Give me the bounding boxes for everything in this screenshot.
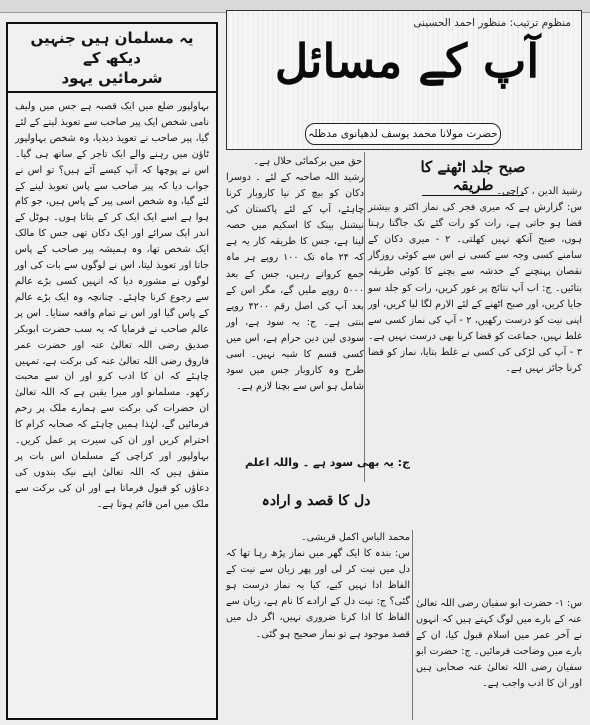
section1-right-column (368, 184, 582, 377)
section2-heading: دل کا قصد و ارادہ (261, 493, 371, 509)
column-divider (364, 152, 365, 482)
section1-body-mid: رشید اللہ صاحبہ کے لئے ۔ دوسرا دکان کو بیچ کر نیا کاروبار کرنا چاہئے، آپ کے لئے پاکستان کی نیشنل بینک کا اسکیم میں حصہ لینا ہے، جس کا طریقہ کار یہ ہے کہ ۲۴ ماہ تک ۱۰۰ روپے ہر ماہ جمع کرواتے رہیں، جس کے بعد ۵۰۰۰ روپے ملیں گے، مگر اس کے بعد آپ کی اصل رقم ۴۲۰۰ روپے بنتی ہے۔ ج: یہ سود ہے، اور سودی لین دین حرام ہے، اس میں کسی قسم کا شبہ نہیں۔ اسی طرح وہ کاروبار جس میں سود شامل ہو اس سے بچنا لازم ہے۔ (226, 172, 364, 393)
column-divider (412, 530, 413, 720)
answer-sign: ج: یہ بھی سود ہے ۔ واللہ اعلم (245, 456, 410, 469)
left-heading-line2: شرمائیں یہود (61, 69, 163, 87)
compiler-line: منظوم ترتیب: منظور احمد الحسینی (413, 17, 571, 29)
left-column-box (6, 22, 218, 720)
questioner-byline: رشید الدین ، کراچی۔ (496, 186, 582, 197)
masthead-box (226, 10, 582, 150)
author-badge: حضرت مولانا محمد یوسف لدھیانوی مدظلہ (305, 123, 501, 145)
page-title: آپ کے مسائل (274, 34, 540, 88)
section2-text: س: بندہ کا ایک گھر میں نماز پڑھ رہا تھا کہ دل میں نیت کر لی اور پھر زبان سے نیت کے الفاظ ادا نہیں کیے، کیا یہ نماز درست ہو گئی؟ ج: نیت دل کے ارادے کا نام ہے، زبان سے الفاظ کا ادا کرنا ضروری نہیں، اگر دل میں قصد موجود ہے تو نماز صحیح ہو گئی۔ (226, 548, 410, 640)
top-strip-text: حق میں برکمائی حلال ہے۔ (253, 156, 362, 167)
section-heading-text: صبح جلد اٹھنے کا طریقہ (420, 158, 526, 194)
section2-byline: محمد الیاس اکمل قریشی۔ (301, 532, 410, 543)
section2-body (226, 530, 410, 643)
left-column-body: بہاولپور ضلع میں ایک قصبہ ہے جس میں ولیف نامی شخص ایک پیر صاحب سے تعویذ لینے کے لئے گیا، پیر صاحب نے تعویذ دیدیا، وہ شخص بہاولپور ٹاؤن میں رہنے والے ایک تاجر کے ساتھ ہی گیا۔ اس نے پوچھا کہ آپ کیسے آئے ہیں؟ تو اس نے جواب دیا کہ پیر صاحب سے پاس تعویذ لینے کے لئے گیا، وہ شخص اسی پیر کے پاس ہیں، جو کام ہوا ہے اسے ایک ایک کر کے بتاتا ہوں۔ ہوٹل کے اندر ایک سرائے اور ایک دکان تھی جس کا مالک ایک شخص تھا، وہ ہمیشہ پیر صاحب کے پاس جاتا اور تعویذ لیتا، اس نے لوگوں سے بات کی اور لوگوں نے مشورہ دیا کہ انہیں کسی بڑے عالم سے رجوع کرنا چاہئے۔ چنانچہ وہ ایک بڑے عالم کے پاس گیا اور اس نے تمام واقعہ سنایا۔ اس پر عالم صاحب نے فرمایا کہ یہ سب حضرت ابوبکر صدیق رضی اللہ تعالیٰ عنہ اور حضرت عمر فاروق رضی اللہ تعالیٰ عنہ کی برکت ہے، تمہیں چاہئے کہ ان کا ادب کرو اور ان سے محبت رکھو۔ مسلمانو اور میرا یقین ہے کہ اللہ تعالیٰ ان حضرات کی برکت سے ہمارے ملک پر رحم فرمائیں گے، لہٰذا ہمیں چاہئے کہ صحابہ کرام کا احترام کریں اور ان کی سیرت پر عمل کریں۔ بہاولپور اور کراچی کے مسلمان اس بات پر متفق ہیں کہ اللہ تعالیٰ اپنے نیک بندوں کی دعاؤں کو قبول فرماتا ہے اور ان کی برکت سے ملک میں امن قائم ہوتا ہے۔ (15, 101, 209, 510)
section3-body: س: ۱- حضرت ابو سفیان رضی اللہ تعالیٰ عنہ کے بارے میں لوگ کہتے ہیں کہ انہوں نے آخر عمر میں اسلام قبول کیا، ان کے بارے میں وضاحت فرمائیں۔ ج: حضرت ابو سفیان رضی اللہ تعالیٰ عنہ صحابی ہیں اور ان کا ادب واجب ہے۔ (416, 598, 582, 690)
left-heading-line1: یہ مسلمان ہیں جنہیں دیکھ کے (30, 29, 194, 67)
left-column-header (8, 24, 216, 93)
section1-body-right: س: گزارش ہے کہ میری فجر کی نماز اکثر و بیشتر قضا ہو جاتی ہے، رات کو رات گئے تک جاگتا رہتا ہوں، صبح آنکھ نہیں کھلتی۔ ۲ - میری دکان کے سامنے کسی وجہ سے کسی نے اس سے کوئی روزگار نقصان پہنچنے کے خدشہ سے بچنے کا کوئی طریقہ بتائیں۔ ج: اب آپ نتائج پر غور کریں، رات کو جلد سو جایا کریں، اور صبح اٹھنے کے لئے الارم لگا لیا کریں، اور اپنی نیت کو درست رکھیں، ۲ - آپ کی نماز کسی سے غلط نہیں، جماعت کو قضا کرنا بھی درست نہیں ہے۔ ۳ - آپ کی لڑکی کی کسی نے غلط بتایا، نماز کو قضا کرنا جائز نہیں ہے۔ (368, 202, 583, 375)
